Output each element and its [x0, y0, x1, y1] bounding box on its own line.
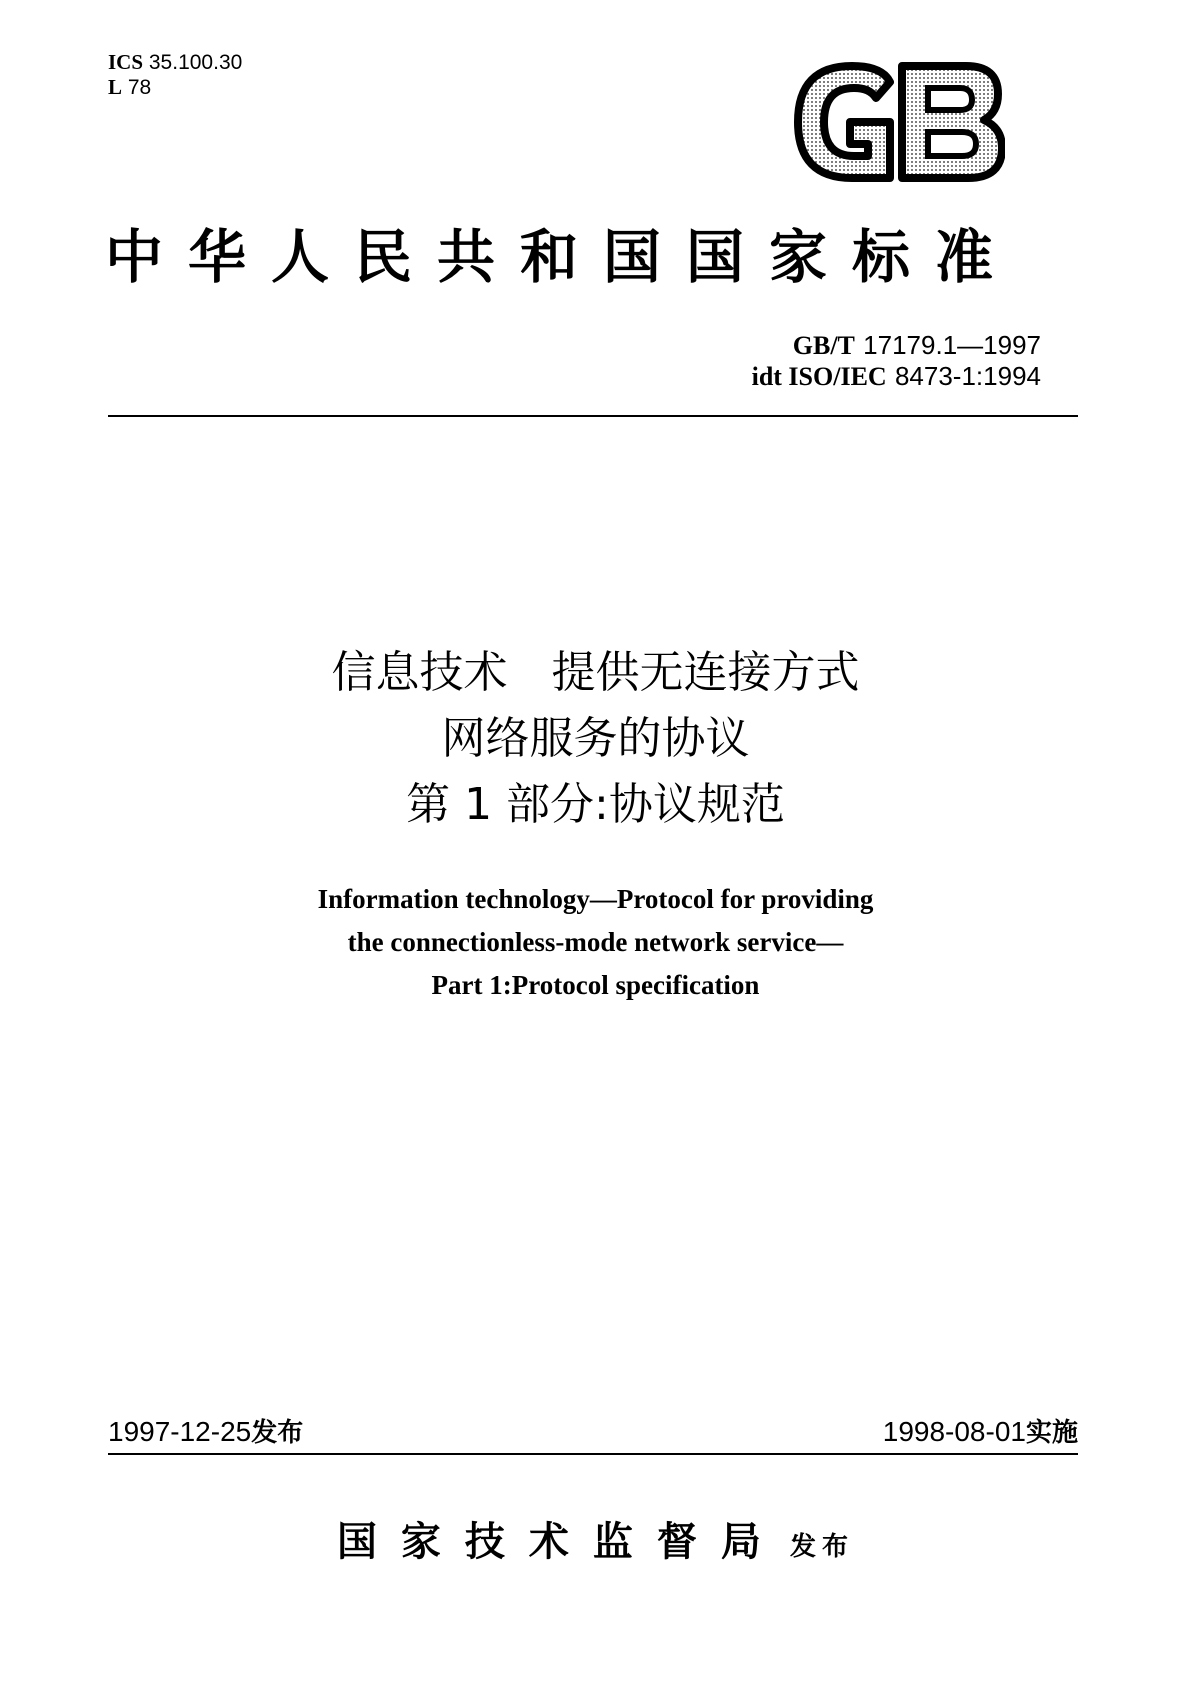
national-standard-heading: 中华人民共和国国家标准 [105, 223, 1019, 291]
issuer-action: 发布 [790, 1532, 855, 1562]
chinese-title-line-1: 信息技术 提供无连接方式 [331, 647, 860, 698]
footer-divider [108, 1453, 1078, 1455]
issue-date-label: 发布 [251, 1418, 304, 1448]
english-title-line-3: Part 1:Protocol specification [431, 970, 760, 1000]
issue-date [108, 1415, 303, 1450]
ccs-code [108, 75, 242, 100]
english-title-line-2: the connectionless-mode network service— [347, 927, 844, 957]
implementation-date [883, 1415, 1078, 1450]
implementation-date-value: 1998-08-01 [882, 1416, 1026, 1447]
chinese-title-line-2: 网络服务的协议 [441, 713, 750, 764]
gb-value: 17179.1—1997 [863, 330, 1041, 360]
issuer-name: 国家技术监督局 [336, 1518, 785, 1565]
gb-number [752, 330, 1041, 361]
classification-codes [108, 50, 242, 100]
issuer [0, 1510, 1191, 1567]
chinese-title [0, 640, 1191, 838]
ccs-value: 78 [127, 76, 152, 99]
idt-value: 8473-1:1994 [894, 361, 1041, 391]
idt-number [752, 361, 1041, 392]
idt-label: idt ISO/IEC [751, 362, 887, 391]
ccs-label: L [108, 75, 123, 99]
english-title-line-1: Information technology—Protocol for providing [317, 884, 874, 914]
chinese-title-line-3: 第 1 部分:协议规范 [406, 779, 785, 830]
ics-label: ICS [108, 50, 144, 74]
standard-number [752, 330, 1041, 392]
gb-logo-icon [790, 60, 1005, 185]
ics-value: 35.100.30 [148, 51, 243, 74]
gb-label: GB/T [792, 331, 855, 360]
implementation-date-label: 实施 [1025, 1418, 1078, 1448]
english-title [0, 878, 1191, 1007]
ics-code [108, 50, 242, 75]
issue-date-value: 1997-12-25 [108, 1416, 252, 1447]
header-divider [108, 415, 1078, 417]
